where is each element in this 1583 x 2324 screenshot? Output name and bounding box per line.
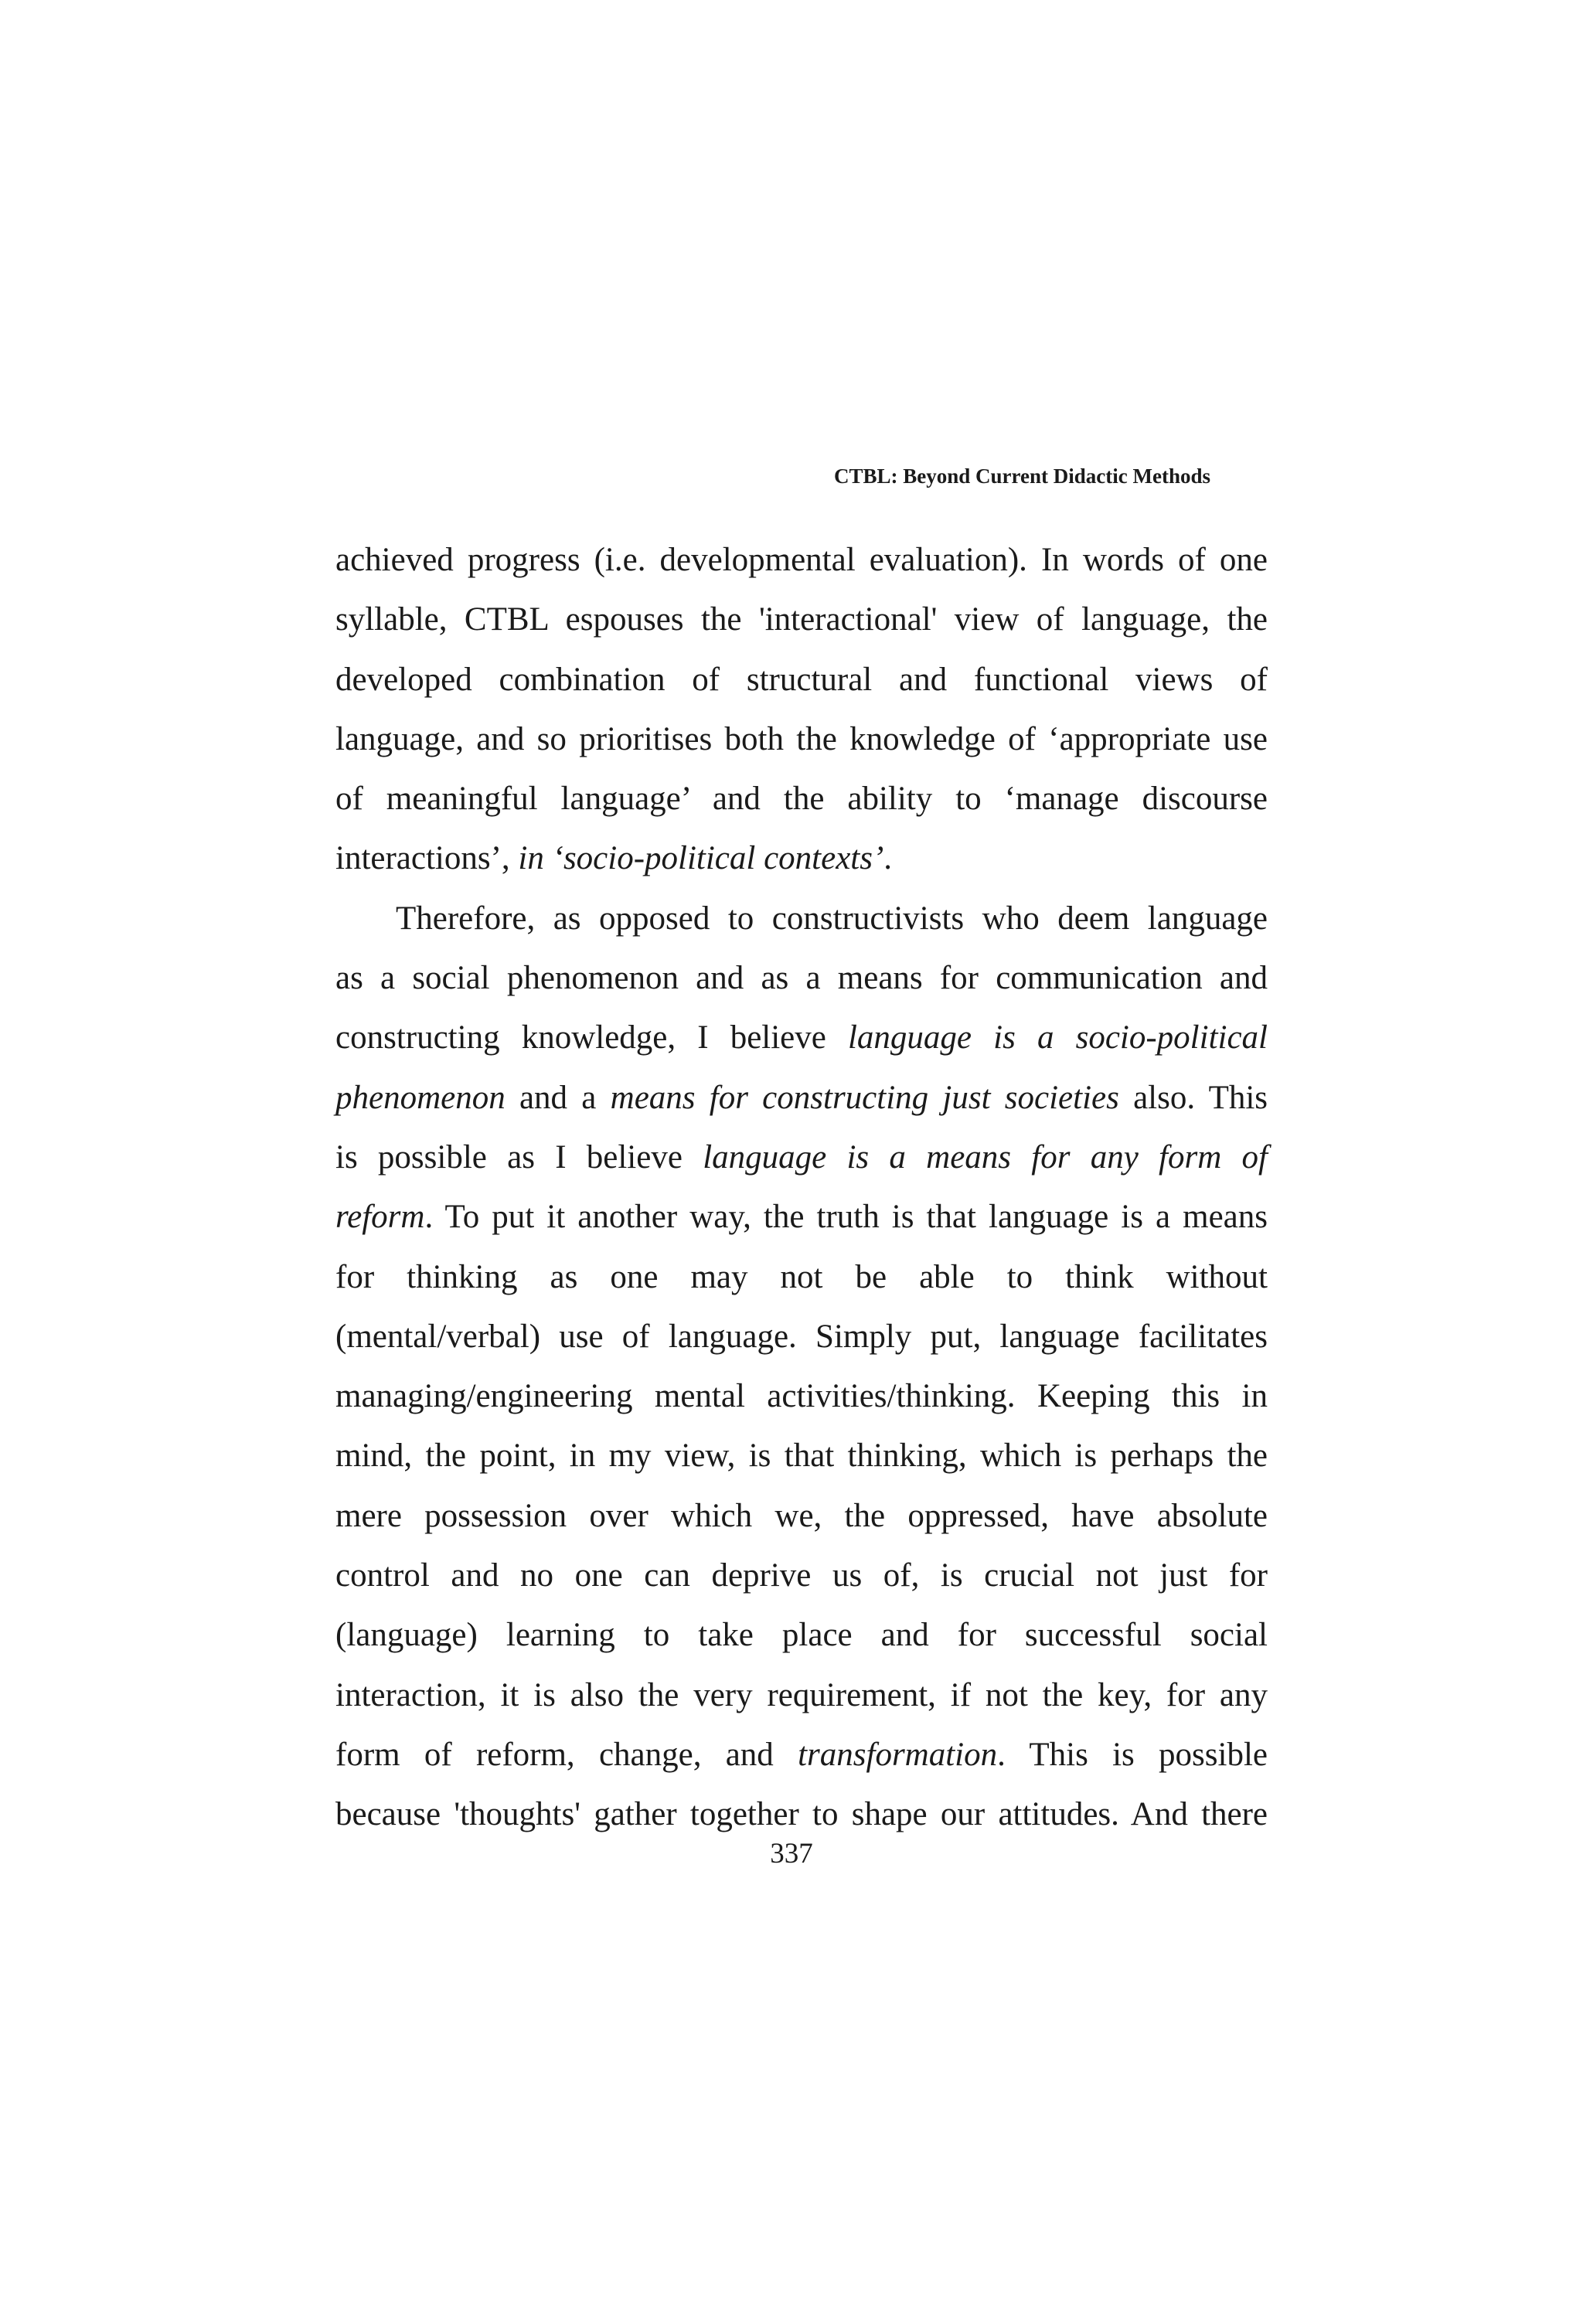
text-line: control and no one can deprive us of, is crucial not just for bbox=[335, 1557, 1268, 1594]
text-line: achieved progress (i.e. developmental evaluation). In words of one bbox=[335, 542, 1268, 578]
running-header: CTBL: Beyond Current Didactic Methods bbox=[833, 464, 1210, 488]
text-line: developed combination of structural and functional views of bbox=[335, 661, 1268, 698]
text-line: reform. To put it another way, the truth is that language is a means bbox=[335, 1199, 1268, 1236]
text-line: interaction, it is also the very requirement, if not the key, for any bbox=[335, 1676, 1268, 1713]
text-line: constructing knowledge, I believe language is a socio-political bbox=[335, 1019, 1268, 1057]
text-line: (mental/verbal) use of language. Simply put, language facilitates bbox=[335, 1318, 1268, 1355]
text-line: Therefore, as opposed to constructivists who deem language bbox=[396, 900, 1268, 937]
text-line: interactions’, in ‘socio-political contexts’. bbox=[335, 840, 893, 877]
text-line: of meaningful language’ and the ability to ‘manage discourse bbox=[335, 781, 1268, 818]
text-line: because 'thoughts' gather together to shape our attitudes. And there bbox=[335, 1796, 1268, 1833]
paragraph-2 bbox=[335, 889, 1268, 1845]
text-line: syllable, CTBL espouses the 'interactional' view of language, the bbox=[335, 601, 1268, 638]
paragraph-1 bbox=[335, 530, 1268, 889]
text-line: (language) learning to take place and for successful social bbox=[335, 1617, 1268, 1654]
page-number: 337 bbox=[770, 1838, 813, 1870]
text-line: language, and so prioritises both the knowledge of ‘appropriate use bbox=[335, 720, 1268, 757]
text-line: form of reform, change, and transformation. This is possible bbox=[335, 1736, 1268, 1773]
text-line: phenomenon and a means for constructing just societies also. This bbox=[335, 1079, 1268, 1116]
text-line: as a social phenomenon and as a means for communication and bbox=[335, 960, 1268, 997]
text-line: mind, the point, in my view, is that thinking, which is perhaps the bbox=[335, 1438, 1268, 1475]
text-line: for thinking as one may not be able to think without bbox=[335, 1258, 1268, 1295]
text-line: managing/engineering mental activities/thinking. Keeping this in bbox=[335, 1378, 1268, 1415]
text-line: mere possession over which we, the oppressed, have absolute bbox=[335, 1497, 1268, 1534]
text-line: is possible as I believe language is a means for any form of bbox=[335, 1138, 1268, 1176]
body-text bbox=[335, 530, 1268, 1845]
